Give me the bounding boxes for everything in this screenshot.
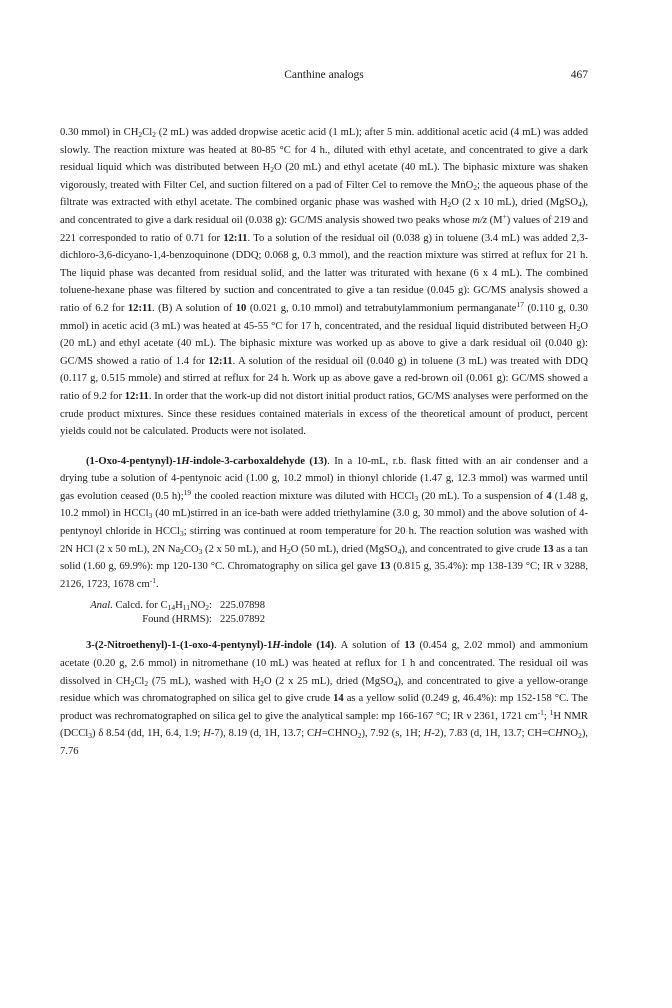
subscript: 11 (182, 603, 190, 613)
subscript: 2 (180, 546, 184, 556)
title-italic-run: H (272, 640, 281, 652)
subscript: 2 (130, 678, 135, 688)
text-run: . (B) A solution of (152, 302, 236, 314)
text-run: : (209, 600, 212, 612)
subscript: 2 (138, 130, 143, 139)
compound-ref: 4 (546, 490, 552, 502)
title-run: -indole-3-carboxaldehyde (13) (189, 455, 328, 467)
compound-ref: 13 (542, 543, 554, 555)
text-run: NO (189, 600, 206, 612)
title-run: -indole (14) (280, 640, 335, 652)
title-run: 3-(2-Nitroethenyl)-1-(1-oxo-4-pentynyl)-1 (86, 640, 273, 652)
subscript: 2 (286, 546, 291, 556)
superscript: + (502, 211, 507, 221)
text-run: (1.48 g, 10.2 mmol) in HCCl (60, 490, 588, 520)
italic-run: H (314, 728, 322, 740)
text-run: . A solution of the residual oil (0.040 g) in toluene (3 mL) was treated with DDQ (0.117 g, 0.515 mmole) and stirred at reflux for 24 h. Work up as above gave a red-brown oil (0.061 g): GC/MS showed a ratio of 9.2 for (60, 355, 588, 402)
page-header (60, 69, 588, 87)
compound-ref: 10 (235, 302, 247, 314)
subscript: 2 (447, 200, 452, 210)
text-run: (0.454 g, 2.02 mmol) and ammonium acetate (0.20 g, 2.6 mmol) in nitromethane (10 mL) was heated at reflux for 1 h and concentrated. The residual oil was dissolved in CH (60, 640, 588, 687)
text-run: (40 mL)stirred in an ice-bath were added triethylamine (3.0 g, 30 mmol) and the above solution of 4-pentynoyl chloride in HCCl (60, 508, 589, 538)
text-run: (M (486, 214, 503, 226)
text-run: ; (543, 710, 550, 722)
analysis-found-row (86, 613, 588, 627)
subscript: 2 (152, 130, 156, 139)
superscript: -1 (537, 707, 544, 717)
paragraph-compound-13 (60, 453, 588, 594)
text-run: NO (562, 728, 579, 740)
text-run: ), 7.76 (60, 728, 589, 757)
italic-run: H (203, 728, 211, 740)
title-italic-run: H (181, 455, 190, 467)
text-run: . In order that the work-up did not distort initial product ratios, GC/MS analyses were performed on the crude product mixtures. Since these residues contained materials in excess of the theoretical amount of product, percent yields could not be calculated. Products were not isolated. (60, 390, 588, 438)
superscript: -1 (149, 575, 156, 585)
subscript: 4 (393, 678, 398, 688)
text-run: -7), 8.19 (d, 1H, 13.7; C (210, 728, 315, 740)
text-run: (20 mL). To a suspension of (418, 490, 547, 502)
text-run: ) δ 8.54 (dd, 1H, 6.4, 1.9; (92, 728, 204, 740)
subscript: 4 (397, 546, 402, 556)
reference-marker: 19 (183, 487, 192, 497)
italic-run: Anal. (90, 600, 113, 612)
body-text (60, 124, 588, 761)
reference-marker: 17 (516, 299, 525, 309)
paragraph-compound-14 (60, 637, 588, 760)
text-run: ), and concentrated to give crude (401, 543, 543, 555)
text-run: Calcd. for C (112, 600, 168, 612)
text-run: O (2 x 10 mL), dried (MgSO (451, 197, 579, 209)
italic-run: H (423, 728, 432, 740)
subscript: 3 (179, 529, 184, 539)
text-run: ), and concentrated to give a yellow-orange residue which was chromatographed on silica gel to give crude (60, 675, 588, 705)
text-run: the cooled reaction mixture was diluted with HCCl (191, 490, 415, 502)
text-run: (0.021 g, 0.10 mmol) and tetrabutylammonium permanganate (246, 302, 517, 314)
title-run: (1-Oxo-4-pentynyl)-1 (86, 455, 182, 467)
text-run: CO (183, 543, 199, 555)
text-run: as a tan solid (1.60 g, 69.9%): mp 120-130 °C. Chromatography on silica gel gave (60, 543, 588, 573)
compound-ref: 12:11 (223, 232, 248, 244)
text-run: ; stirring was continued at room temperature for 20 h. The reaction solution was washed with 2N HCl (2 x 50 mL), 2N Na (60, 526, 588, 555)
text-run: ; the aqueous phase of the filtrate was extracted with ethyl acetate. The combined organic phase was washed with H (60, 179, 588, 209)
elemental-analysis (86, 599, 588, 627)
text-run: . In a 10-mL, r.b. flask fitted with an air condenser and a drying tube a solution of 4-pentynoic acid (1.00 g, 10.2 mmol) in thionyl chloride (1.47 g, 12.3 mmol) was warmed until gas evolution ceased (0.5 h); (60, 455, 589, 502)
subscript: 3 (414, 493, 419, 503)
analysis-found-label: Found (HRMS): (142, 614, 212, 626)
text-run: O (50 mL), dried (MgSO (290, 543, 398, 555)
compound-ref: 13 (379, 561, 391, 573)
compound-14-title (86, 640, 334, 651)
italic-run: H (555, 728, 563, 740)
text-run: O (20 mL) and ethyl acetate (40 mL). The biphasic mixture was shaken vigorously, treated with Filter Cel, and suction filtered on a pad of Filter Cel to remove the MnO (60, 162, 588, 191)
page-number: 467 (570, 69, 588, 81)
subscript: 14 (167, 603, 176, 613)
text-run: (0.815 g, 35.4%): mp 138-139 °C; IR ν 3288, 2126, 1723, 1678 cm (60, 561, 588, 590)
compound-ref: 14 (333, 693, 344, 705)
text-run: as a yellow solid (0.249 g, 46.4%): mp 152-158 °C. The product was rechromatographed on silica gel to give the analytical sample: mp 166-167 °C; IR ν 2361, 1721 cm (60, 693, 588, 722)
italic-run: m/z (472, 214, 487, 226)
analysis-calcd-label (86, 599, 220, 613)
compound-13-title (86, 456, 327, 467)
text-run: (2 mL) was added dropwise acetic acid (1 mL); after 5 min. additional acetic acid (4 mL) was added slowly. The reaction mixture was heated at 80-85 °C for 4 h., diluted with ethyl acetate, and concentrated to give a dark residual liquid which was distributed between H (60, 127, 588, 174)
text-run: H (175, 600, 183, 612)
text-run: . A solution of (334, 640, 405, 652)
subscript: 3 (198, 546, 203, 556)
text-run: =CHNO (321, 728, 358, 740)
text-run: -2), 7.83 (d, 1H, 13.7; CH=C (431, 728, 556, 740)
paragraph-oxidation-procedure (60, 124, 588, 441)
text-run: Cl (142, 127, 153, 138)
text-run: . To a solution of the residual oil (0.038 g) in toluene (3.4 mL) was added 2,3-dichloro-3,6-dicyano-1,4-benzoquinone (DDQ; 0.068 g, 0.3 mmol), and the reaction mixture was stirred at reflux for 21 h. The liquid phase was decanted from residual solid, and the latter was triturated with hexane (6 x 4 mL). The combined toluene-hexane phase was filtered by suction and concentrated to give a tan residue (0.045 g): GC/MS analysis showed a ratio of 6.2 for (60, 232, 588, 314)
subscript: 3 (148, 511, 153, 521)
text-run: 0.30 mmol) in CH (60, 127, 139, 138)
subscript: 4 (578, 200, 582, 210)
subscript: 2 (270, 165, 274, 175)
subscript: 2 (576, 323, 581, 333)
analysis-calcd-row (86, 599, 588, 613)
text-run: ), 7.92 (s, 1H; (361, 728, 424, 740)
text-run: . (156, 578, 159, 590)
text-run: (0.110 g, 0.30 mmol) in acetic acid (3 mL) was heated at 45-55 °C for 17 h, concentrated, and the residual liquid distributed between H (60, 302, 588, 332)
subscript: 2 (144, 678, 149, 688)
subscript: 2 (473, 182, 478, 192)
subscript: 2 (205, 603, 210, 613)
subscript: 2 (260, 678, 265, 688)
running-title: Canthine analogs (284, 69, 364, 81)
compound-ref: 12:11 (127, 302, 152, 314)
text-run: ) values of 219 and 221 corresponded to ratio of 0.71 for (60, 214, 589, 244)
text-run: Cl (134, 675, 145, 687)
analysis-calcd-value: 225.07898 (220, 600, 266, 612)
compound-ref: 13 (404, 640, 415, 652)
text-run: ), and concentrated to give a dark residual oil (0.038 g): GC/MS analysis showed two peaks whose (60, 197, 588, 226)
subscript: 2 (357, 731, 362, 741)
text-run: (75 mL), washed with H (148, 675, 261, 687)
compound-ref: 12:11 (208, 355, 233, 367)
compound-ref: 12:11 (124, 390, 149, 402)
text-run: O (20 mL) and ethyl acetate (40 mL). The biphasic mixture was worked up as above to give a dark residual oil (0.040 g): GC/MS showed a ratio of 1.4 for (60, 320, 588, 367)
superscript: 1 (549, 707, 554, 717)
subscript: 3 (88, 731, 93, 741)
subscript: 2 (578, 731, 582, 741)
text-run: (2 x 50 mL), and H (202, 543, 287, 555)
text-run: O (2 x 25 mL), dried (MgSO (264, 675, 394, 687)
analysis-found-value: 225.07892 (220, 614, 266, 626)
text-run: H NMR (DCCl (60, 710, 589, 740)
